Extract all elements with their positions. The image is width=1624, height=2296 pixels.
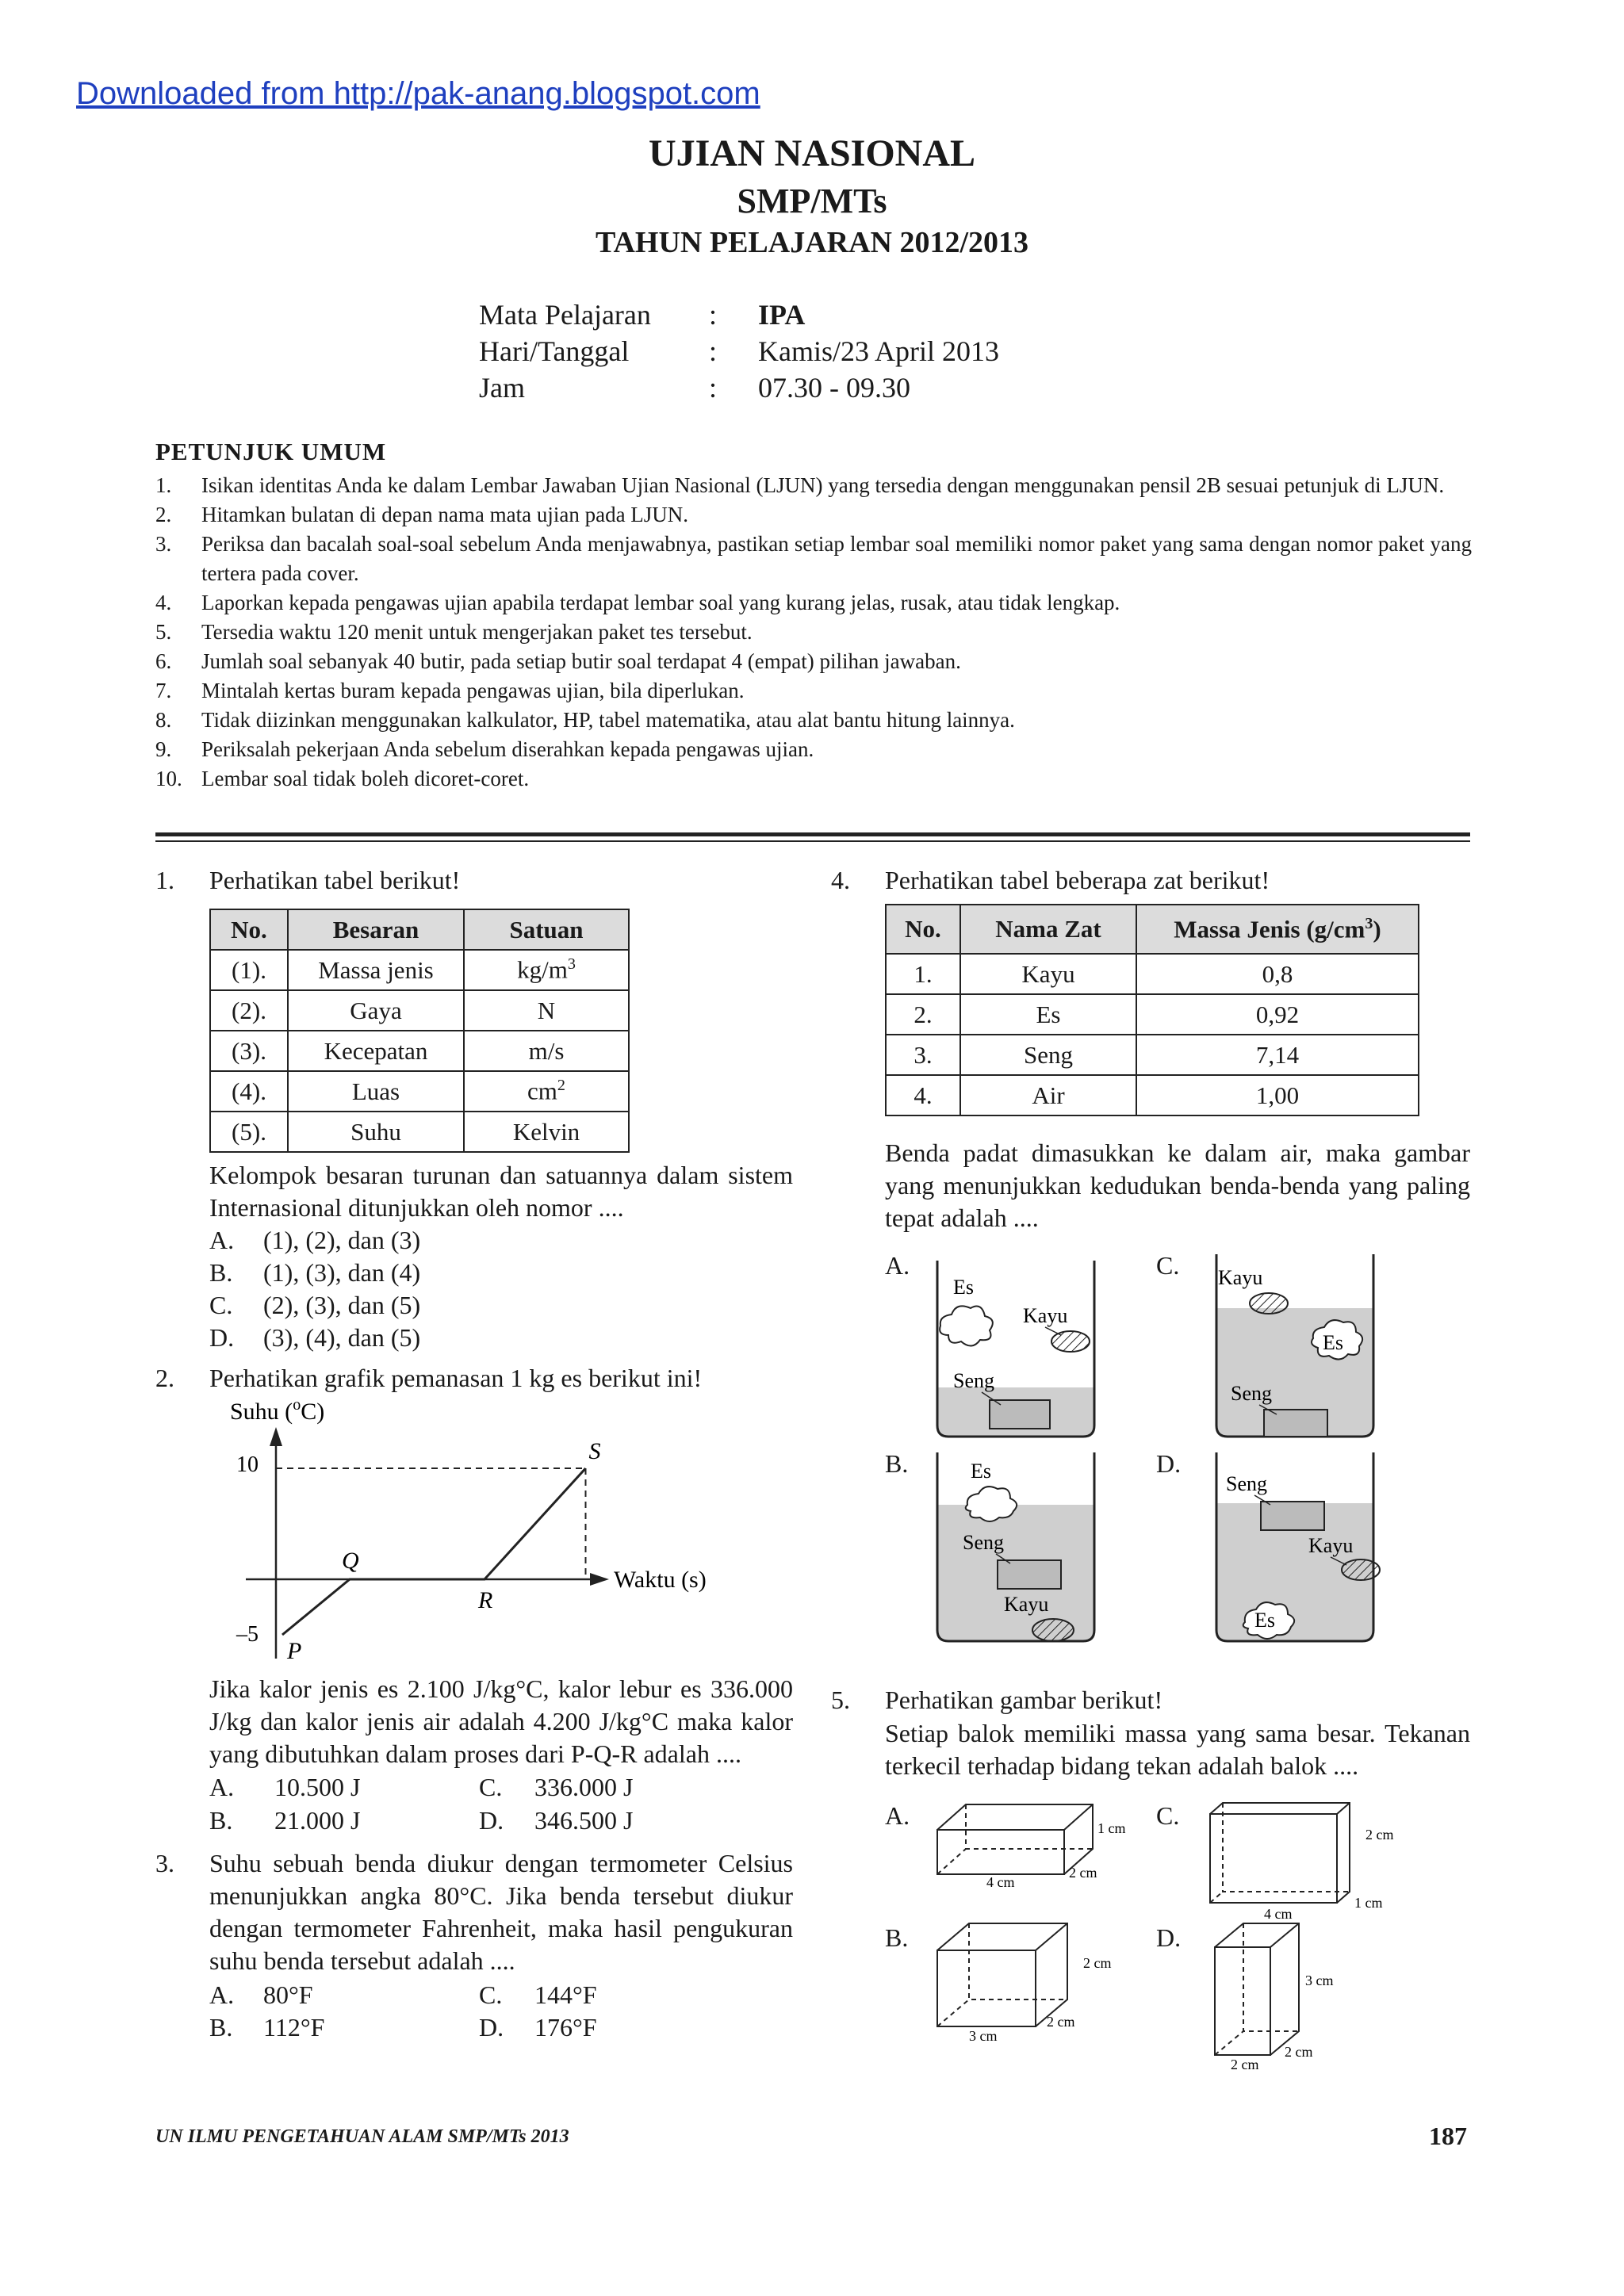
seng-block [1264, 1410, 1327, 1437]
info-colon: : [709, 335, 718, 367]
label-kayu: Kayu [1004, 1593, 1049, 1616]
block-hidden-edge [937, 1999, 969, 2026]
q2-point-q: Q [342, 1548, 359, 1574]
q1-stem: Perhatikan tabel berikut! [209, 866, 461, 894]
block-hidden-edges [966, 1804, 1093, 1849]
q4-option-c[interactable]: C. [1156, 1251, 1180, 1280]
label-seng: Seng [963, 1531, 1004, 1554]
block-front [1210, 1814, 1337, 1903]
table-row: 1. Kayu 0,8 [886, 954, 1419, 994]
dim-height: 3 cm [1305, 1973, 1334, 1988]
q5-option-a[interactable]: A. [885, 1801, 910, 1830]
label-seng: Seng [1231, 1382, 1272, 1405]
q1-option-b-label[interactable]: B. [209, 1258, 233, 1287]
block-hidden-edge [1210, 1892, 1223, 1903]
dim-width: 1 cm [1354, 1895, 1383, 1911]
kayu-block [1051, 1331, 1090, 1352]
instruction-item: 4. Laporkan kepada pengawas ujian apabila terdapat lembar soal yang kurang jelas, rusak, atau tidak lengkap. [155, 591, 1120, 614]
q2-heating-graph [214, 1389, 753, 1674]
q1-header: Satuan [464, 909, 629, 950]
instructions-list [155, 471, 1472, 794]
q3-option-c[interactable]: 144°F [534, 1980, 597, 2009]
q2-point-r: R [478, 1587, 493, 1613]
instruction-item: 9. Periksalah pekerjaan Anda sebelum diserahkan kepada pengawas ujian. [155, 737, 814, 761]
q1-header: Besaran [288, 909, 464, 950]
instruction-item: 10. Lembar soal tidak boleh dicoret-coret. [155, 767, 530, 790]
info-colon: : [709, 299, 718, 331]
x-axis-arrow [590, 1573, 609, 1586]
page-number: 187 [1429, 2122, 1467, 2150]
q2-y-label: Suhu ($^o$C) [230, 1396, 325, 1425]
q2-option-c-label[interactable]: C. [479, 1773, 503, 1801]
divider [155, 840, 1470, 842]
block-hidden-edges [969, 1923, 1067, 1999]
block-edge [1270, 1923, 1299, 1947]
block-hidden-edges [1223, 1803, 1350, 1892]
table-row: (3). Kecepatan m/s [210, 1031, 629, 1071]
q5-question: Setiap balok memiliki massa yang sama besar. Tekanan terkecil terhadap bidang tekan adalah balok .... [885, 1719, 1470, 1780]
dim-length: 3 cm [969, 2028, 998, 2044]
q2-data-line [282, 1468, 586, 1635]
q5-option-c[interactable]: C. [1156, 1801, 1180, 1830]
instructions-title: PETUNJUK UMUM [155, 438, 387, 465]
q1-option-d[interactable]: (3), (4), dan (5) [263, 1323, 421, 1352]
q2-point-p: P [287, 1638, 302, 1664]
table-row: (4). Luas $cm^2$ [210, 1071, 629, 1112]
q2-point-s: S [588, 1438, 601, 1464]
instruction-item: 2. Hitamkan bulatan di depan nama mata ujian pada LJUN. [155, 503, 689, 526]
block-hidden-edge [1215, 2031, 1243, 2055]
q1-number: 1. [155, 866, 174, 894]
q4-option-a[interactable]: A. [885, 1251, 910, 1280]
q2-stem: Perhatikan grafik pemanasan 1 kg es berikut ini! [209, 1364, 703, 1392]
q5-number: 5. [831, 1686, 850, 1714]
q2-option-a[interactable]: 10.500 J [274, 1773, 361, 1801]
beaker-a [937, 1261, 1094, 1437]
info-colon: : [709, 372, 718, 404]
q5-blocks [928, 1792, 1475, 2085]
label-es: Es [1254, 1609, 1275, 1632]
q2-y-tick-top: 10 [236, 1452, 259, 1477]
q1-table [209, 909, 630, 1153]
block-edge [1337, 1803, 1350, 1814]
q5-stem: Perhatikan gambar berikut! [885, 1686, 1163, 1714]
pointer [1045, 1327, 1061, 1335]
q2-option-d[interactable]: 346.500 J [534, 1806, 634, 1835]
kayu-block [1342, 1559, 1380, 1580]
q4-table [885, 904, 1419, 1116]
instruction-item: 5. Tersedia waktu 120 menit untuk mengerjakan paket tes tersebut. [155, 620, 753, 644]
q1-header: No. [210, 909, 288, 950]
instruction-item: 7. Mintalah kertas buram kepada pengawas ujian, bila diperlukan. [155, 679, 745, 702]
table-row: (1). Massa jenis $kg/m^3$ [210, 950, 629, 990]
exam-title: UJIAN NASIONAL [648, 132, 976, 174]
q3-option-d-label[interactable]: D. [479, 2013, 504, 2042]
q3-number: 3. [155, 1849, 174, 1877]
q2-option-d-label[interactable]: D. [479, 1806, 504, 1835]
table-row: (5). Suhu Kelvin [210, 1112, 629, 1152]
block-front [937, 1950, 1036, 2026]
q1-option-a-label[interactable]: A. [209, 1226, 235, 1254]
q5-option-b[interactable]: B. [885, 1923, 909, 1952]
q1-question: Kelompok besaran turunan dan satuannya dalam sistem Internasional ditunjukkan oleh nomor .... [209, 1161, 793, 1222]
label-es: Es [1323, 1331, 1343, 1354]
beaker-b [937, 1452, 1094, 1641]
label-es: Es [971, 1460, 991, 1483]
block-b [937, 1923, 1067, 2026]
q4-option-d[interactable]: D. [1156, 1449, 1182, 1478]
table-row: (2). Gaya N [210, 990, 629, 1031]
q2-option-c[interactable]: 336.000 J [534, 1773, 634, 1801]
q3-option-a-label[interactable]: A. [209, 1980, 235, 2009]
label-kayu: Kayu [1023, 1304, 1068, 1327]
dim-width: 2 cm [1069, 1865, 1097, 1881]
download-link[interactable]: Downloaded from http://pak-anang.blogspot.com [76, 76, 760, 111]
q1-option-a[interactable]: (1), (2), dan (3) [263, 1226, 421, 1254]
dim-height: 2 cm [1365, 1827, 1394, 1843]
seng-block [990, 1400, 1050, 1429]
info-label-date: Hari/Tanggal [479, 335, 630, 367]
instruction-item: 3. Periksa dan bacalah soal-soal sebelum Anda menjawabnya, pastikan setiap lembar soal memiliki nomor paket yang sama dengan nomor paket yang tertera pada cover. [155, 532, 1472, 585]
q2-y-tick-bottom: –5 [236, 1622, 259, 1647]
q3-option-d[interactable]: 176°F [534, 2013, 597, 2042]
kayu-block [1032, 1619, 1074, 1641]
q4-number: 4. [831, 866, 850, 894]
q4-header: Massa Jenis $(g/cm^3)$ [1136, 905, 1419, 954]
block-back-edges [1210, 1803, 1350, 1903]
label-seng: Seng [953, 1369, 994, 1392]
label-kayu: Kayu [1308, 1534, 1354, 1557]
table-row: 4. Air 1,00 [886, 1075, 1419, 1115]
kayu-block [1250, 1293, 1288, 1314]
divider [155, 832, 1470, 836]
block-front [937, 1830, 1064, 1874]
exam-level: SMP/MTs [737, 182, 887, 220]
table-row: 2. Es 0,92 [886, 994, 1419, 1035]
block-back-edges [937, 1923, 1067, 2026]
q3-option-a[interactable]: 80°F [263, 1980, 313, 2009]
info-value-time: 07.30 - 09.30 [758, 372, 910, 404]
q3-question: Suhu sebuah benda diukur dengan termometer Celsius menunjukkan angka 80°C. Jika benda tersebut diukur dengan termometer Fahrenheit, maka hasil pengukuran suhu benda tersebut adalah .... [209, 1849, 793, 1975]
block-hidden-edge [937, 1849, 966, 1874]
beaker-d [1216, 1452, 1380, 1641]
es-block [966, 1487, 1017, 1521]
label-kayu: Kayu [1218, 1266, 1263, 1289]
block-back-edges [1215, 1923, 1299, 2055]
label-es: Es [953, 1276, 974, 1299]
block-edge [1064, 1804, 1093, 1830]
instruction-item: 8. Tidak diizinkan menggunakan kalkulator, HP, tabel matematika, atau alat bantu hitung lainnya. [155, 708, 1015, 732]
q2-x-label: Waktu (s) [614, 1567, 707, 1593]
block-front [1215, 1947, 1270, 2055]
info-label-subject: Mata Pelajaran [479, 299, 651, 331]
q2-option-b-label[interactable]: B. [209, 1806, 233, 1835]
dim-height: 1 cm [1097, 1820, 1126, 1836]
q5-option-d[interactable]: D. [1156, 1923, 1182, 1952]
q4-question: Benda padat dimasukkan ke dalam air, maka gambar yang menunjukkan kedudukan benda-benda yang paling tepat adalah .... [885, 1138, 1470, 1232]
label-seng: Seng [1226, 1472, 1267, 1495]
q1-option-d-label[interactable]: D. [209, 1323, 235, 1352]
info-value-date: Kamis/23 April 2013 [758, 335, 999, 367]
q2-option-b[interactable]: 21.000 J [274, 1806, 361, 1835]
dim-width: 2 cm [1047, 2014, 1075, 2030]
table-row: 3. Seng 7,14 [886, 1035, 1419, 1075]
dim-length: 4 cm [1264, 1906, 1293, 1922]
q2-option-a-label[interactable]: A. [209, 1773, 235, 1801]
q4-header: No. [886, 905, 960, 954]
block-c [1210, 1803, 1350, 1903]
q2-question: Jika kalor jenis es 2.100 J/kg°C, kalor lebur es 336.000 J/kg dan kalor jenis air adalah 4.200 J/kg°C maka kalor yang dibutuhkan dalam proses dari P-Q-R adalah .... [209, 1674, 793, 1768]
dim-length: 2 cm [1231, 2057, 1259, 2072]
q3-option-c-label[interactable]: C. [479, 1980, 503, 2009]
es-block [940, 1306, 993, 1345]
q2-number: 2. [155, 1364, 174, 1392]
q1-option-c-label[interactable]: C. [209, 1291, 233, 1319]
q1-option-b[interactable]: (1), (3), dan (4) [263, 1258, 421, 1287]
q4-beakers [928, 1253, 1530, 1649]
instruction-item: 1. Isikan identitas Anda ke dalam Lembar Jawaban Ujian Nasional (LJUN) yang tersedia dengan menggunakan pensil 2B sesuai petunjuk di LJUN. [155, 473, 1445, 497]
q4-option-b[interactable]: B. [885, 1449, 909, 1478]
dim-length: 4 cm [986, 1874, 1015, 1890]
q3-option-b[interactable]: 112°F [263, 2013, 325, 2042]
exam-year: TAHUN PELAJARAN 2012/2013 [595, 226, 1029, 259]
y-axis-arrow [270, 1427, 282, 1446]
block-back-edges [937, 1804, 1093, 1874]
q3-option-b-label[interactable]: B. [209, 2013, 233, 2042]
dim-width: 2 cm [1285, 2044, 1313, 2060]
info-label-time: Jam [479, 372, 525, 404]
block-a [937, 1804, 1093, 1874]
q4-header: Nama Zat [960, 905, 1136, 954]
block-edge [1036, 1923, 1067, 1950]
instruction-item: 6. Jumlah soal sebanyak 40 butir, pada setiap butir soal terdapat 4 (empat) pilihan jawaban. [155, 649, 961, 673]
beaker-c [1216, 1254, 1373, 1437]
block-d [1215, 1923, 1299, 2055]
dim-height: 2 cm [1083, 1955, 1112, 1971]
footer-title: UN ILMU PENGETAHUAN ALAM SMP/MTs 2013 [155, 2126, 569, 2147]
q4-stem: Perhatikan tabel beberapa zat berikut! [885, 866, 1270, 894]
seng-block [998, 1560, 1061, 1589]
seng-block [1261, 1502, 1324, 1530]
q1-option-c[interactable]: (2), (3), dan (5) [263, 1291, 421, 1319]
info-value-subject: IPA [758, 299, 806, 331]
